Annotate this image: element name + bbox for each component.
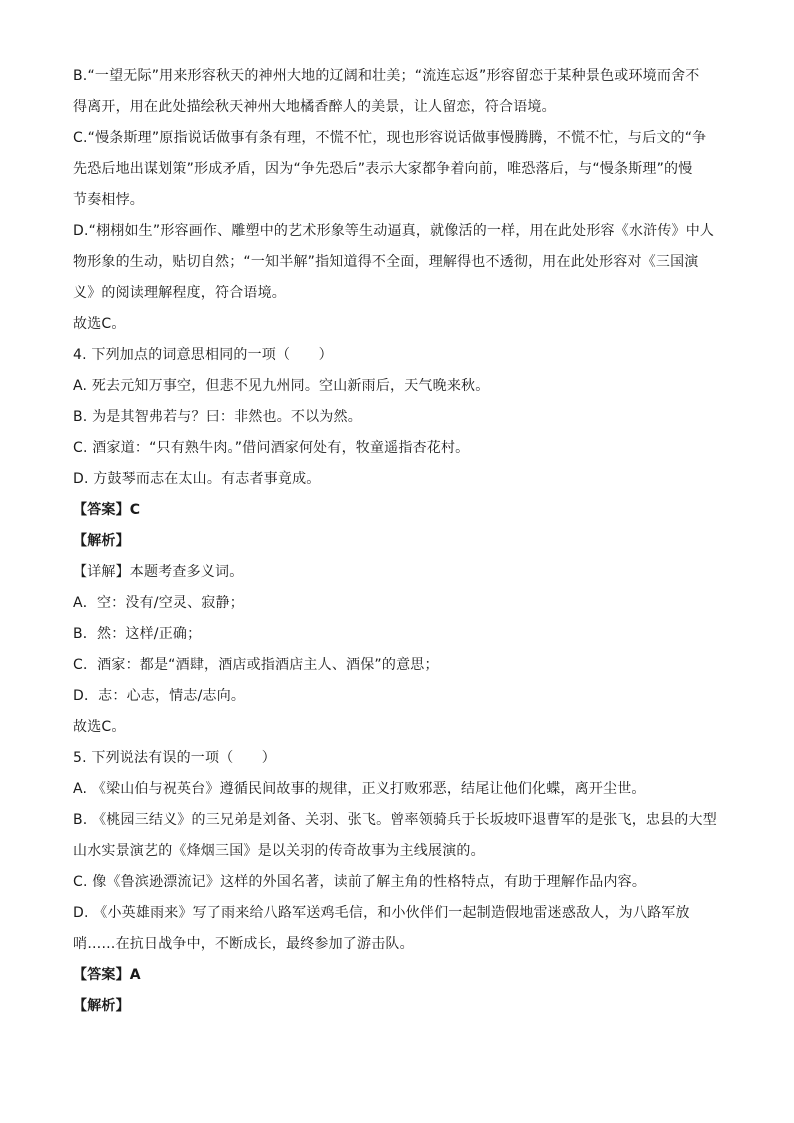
- text-line: 山水实景演艺的《烽烟三国》是以关羽的传奇故事为主线展演的。: [73, 843, 485, 859]
- text-line: 得离开，用在此处描绘秋天神州大地橘香醉人的美景，让人留恋，符合语境。: [73, 99, 556, 115]
- text-line: 故选C。: [73, 316, 126, 332]
- question-5-option-a: A. 《梁山伯与祝英台》遵循民间故事的规律，正义打败邪恶，结尾让他们化蝶，离开尘世。: [73, 781, 646, 797]
- text-line: 节奏相悖。: [73, 192, 144, 208]
- question-5-stem: 5. 下列说法有误的一项（ ）: [73, 750, 277, 766]
- question-4-option-d: D. 方鼓琴而志在太山。有志者事竟成。: [73, 471, 321, 487]
- question-4-stem: 4. 下列加点的词意思相同的一项（ ）: [73, 347, 333, 363]
- text-line: C.“慢条斯理”原指说话做事有条有理，不慌不忙，现也形容说话做事慢腾腾，不慌不忙，与后文的“争: [73, 130, 707, 146]
- text-line: B.“一望无际”用来形容秋天的神州大地的辽阔和壮美；“流连忘返”形容留恋于某种景色或环境而舍不: [73, 68, 700, 84]
- analysis-label: 【解析】: [73, 533, 130, 549]
- text-line: A．空：没有/空灵、寂静；: [73, 595, 244, 611]
- text-line: 先恐后地出谋划策”形成矛盾，因为“争先恐后”表示大家都争着向前，唯恐落后，与“慢条斯理”的慢: [73, 161, 693, 177]
- text-line: 故选C。: [73, 719, 126, 735]
- answer-label: 【答案】A: [73, 967, 141, 983]
- text-line: D．志：心志，情志/志向。: [73, 688, 246, 704]
- question-4-option-a: A. 死去元知万事空，但悲不见九州同。空山新雨后，天气晚来秋。: [73, 378, 490, 394]
- text-line: 哨……在抗日战争中，不断成长，最终参加了游击队。: [73, 936, 414, 952]
- question-5-option-d: D. 《小英雄雨来》写了雨来给八路军送鸡毛信，和小伙伴们一起制造假地雷迷惑敌人，为八路军放: [73, 905, 690, 921]
- text-line: D.“栩栩如生”形容画作、雕塑中的艺术形象等生动逼真，就像活的一样，用在此处形容《水浒传》中人: [73, 223, 715, 239]
- question-4-option-b: B. 为是其智弗若与？曰：非然也。不以为然。: [73, 409, 362, 425]
- answer-label: 【答案】C: [73, 502, 141, 518]
- text-line: C．酒家：都是“酒肆，酒店或指酒店主人、酒保”的意思；: [73, 657, 439, 673]
- question-4-option-c: C. 酒家道：“只有熟牛肉。”借问酒家何处有，牧童遥指杏花村。: [73, 440, 470, 456]
- text-line: 义》的阅读理解程度，符合语境。: [73, 285, 286, 301]
- text-line: 物形象的生动，贴切自然；“一知半解”指知道得不全面，理解得也不透彻，用在此处形容对《三国演: [73, 254, 699, 270]
- text-line: B．然：这样/正确；: [73, 626, 202, 642]
- question-5-option-c: C. 像《鲁滨逊漂流记》这样的外国名著，读前了解主角的性格特点，有助于理解作品内容。: [73, 874, 647, 890]
- analysis-label: 【解析】: [73, 998, 130, 1014]
- question-5-option-b: B. 《桃园三结义》的三兄弟是刘备、关羽、张飞。曾率领骑兵于长坂坡吓退曹军的是张飞，忠县的大型: [73, 812, 717, 828]
- detail-line: 【详解】本题考查多义词。: [73, 564, 244, 580]
